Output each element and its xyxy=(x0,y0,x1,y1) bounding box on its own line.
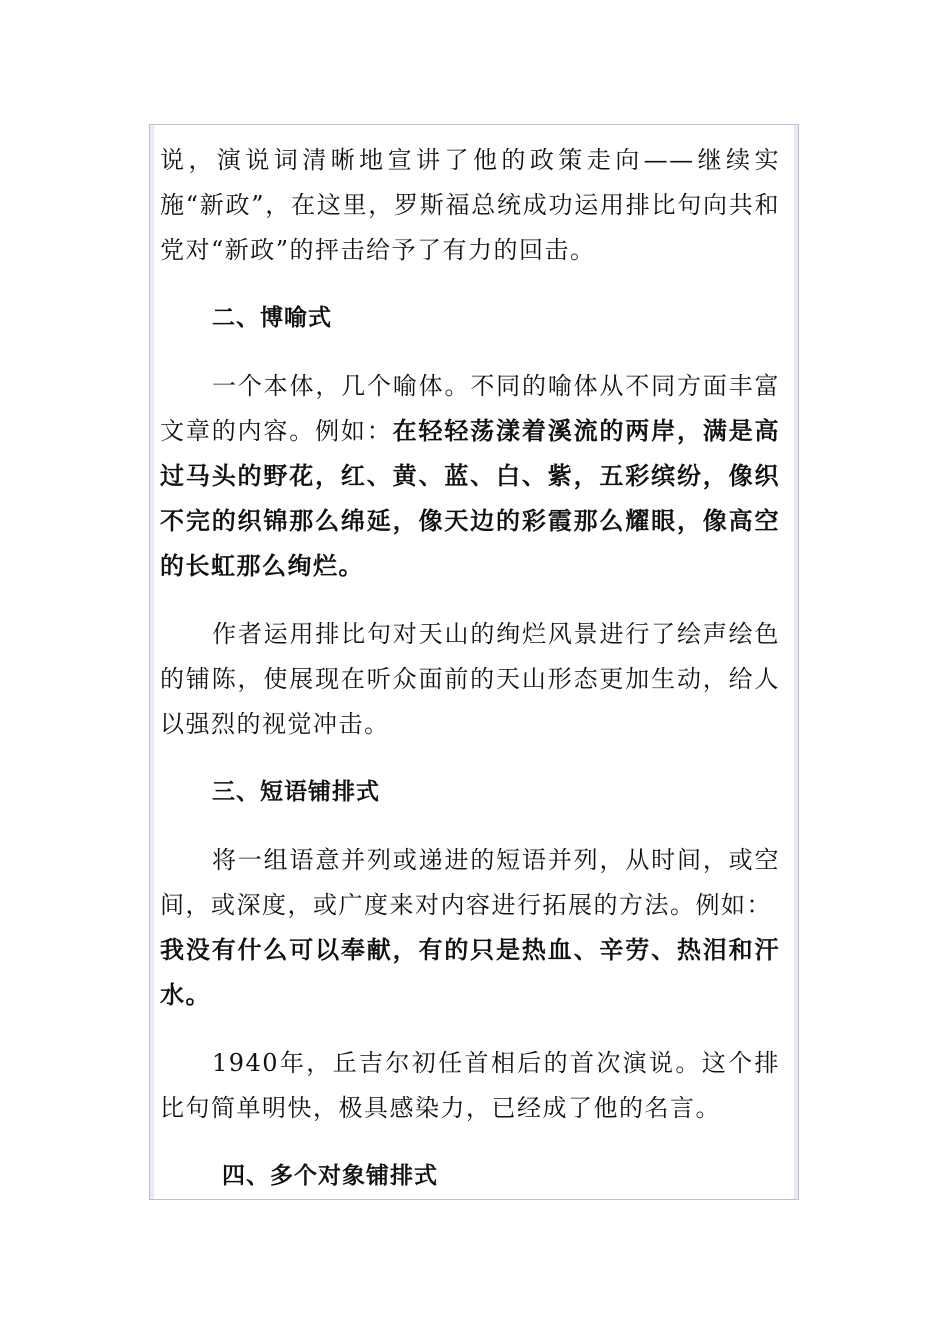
paragraph-phrase xyxy=(160,838,780,1018)
frame-left-border xyxy=(150,125,154,1199)
heading-multi-object-style: 四、多个对象铺排式 xyxy=(222,1163,438,1189)
paragraph-churchill-analysis: 1940年，丘吉尔初任首相后的首次演说。这个排比句简单明快，极具感染力，已经成了他的名言。 xyxy=(160,1049,780,1122)
frame-right-border xyxy=(794,125,798,1199)
example-tianshan-quote: 在轻轻荡漾着溪流的两岸，满是高过马头的野花，红、黄、蓝、白、紫，五彩缤纷，像织不完的织锦那么绵延，像天边的彩霞那么耀眼，像高空的长虹那么绚烂。 xyxy=(160,417,781,580)
paragraph-metaphor xyxy=(160,364,780,589)
heading-metaphor-style: 二、博喻式 xyxy=(212,305,332,331)
example-churchill-quote: 我没有什么可以奉献，有的只是热血、辛劳、热泪和汗水。 xyxy=(160,936,780,1009)
paragraph-phrase-text: 将一组语意并列或递进的短语并列，从时间，或空间，或深度，或广度来对内容进行拓展的方法。例如： xyxy=(160,846,780,919)
document-body xyxy=(160,138,780,1222)
heading-phrase-style: 三、短语铺排式 xyxy=(212,779,380,805)
paragraph-tianshan-analysis: 作者运用排比句对天山的绚烂风景进行了绘声绘色的铺陈，使展现在听众面前的天山形态更加生动，给人以强烈的视觉冲击。 xyxy=(160,620,780,738)
paragraph-roosevelt: 说，演说词清晰地宣讲了他的政策走向——继续实施“新政”，在这里，罗斯福总统成功运用排比句向共和党对“新政”的抨击给予了有力的回击。 xyxy=(160,146,780,264)
paragraph-metaphor-text: 一个本体，几个喻体。不同的喻体从不同方面丰富文章的内容。例如： xyxy=(160,372,780,445)
